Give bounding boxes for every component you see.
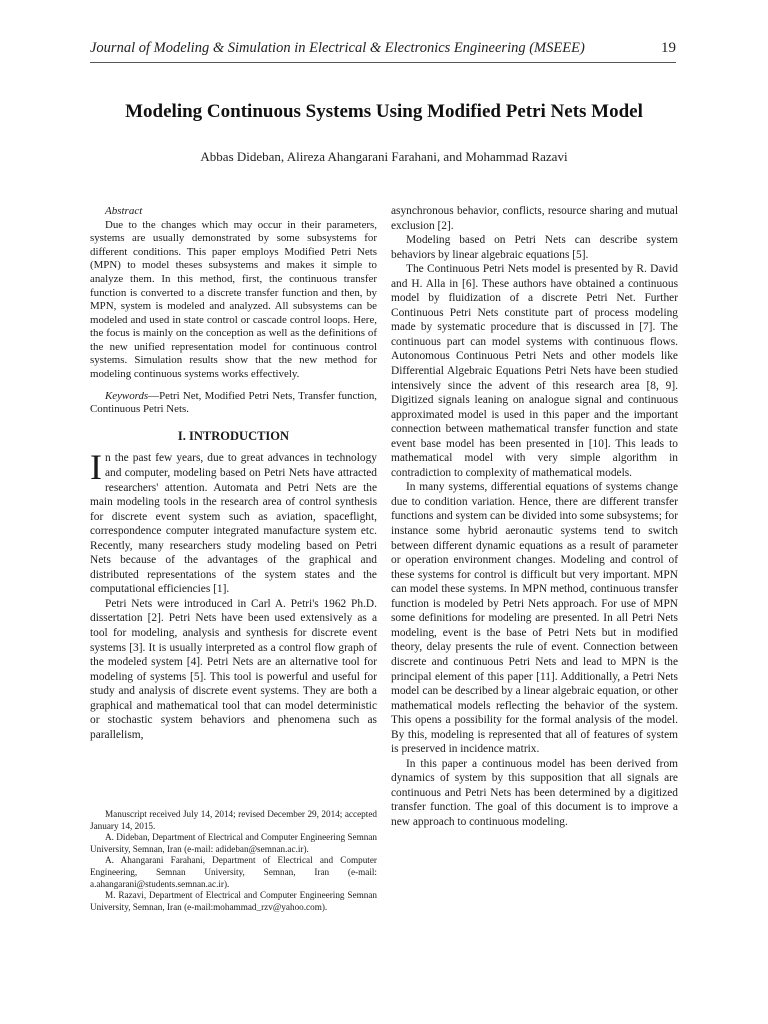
header-rule: [90, 62, 676, 63]
section-heading-introduction: I. INTRODUCTION: [177, 428, 290, 443]
abstract-heading: Abstract: [105, 205, 143, 217]
footnote-author-1: A. Dideban, Department of Electrical and Computer Engineering Semnan University, Semnan, Iran (e-mail: adideban@semnan.ac.ir).: [90, 832, 377, 854]
keywords: [90, 390, 377, 417]
keywords-text: —Petri Net, Modified Petri Nets, Transfer function, Continuous Petri Nets.: [90, 389, 377, 416]
drop-cap: I: [90, 447, 102, 488]
intro-paragraph-6: In this paper a continuous model has been derived from dynamics of system by this supposition that all signals are continuous and Petri Nets has been determined by a digitized transfer function. The goal of this document is to improve a new approach to continuous modeling.: [391, 757, 678, 828]
intro-paragraph-5: In many systems, differential equations of systems change due to condition variation. Hence, there are different transfer functions and system can be divided into some subsystems; for instance some hybrid aeronautic systems tend to switch between different dynamic equations as a result of parameter or operation environment changes. Modeling and control of these systems for control is difficult but very important. MPN can model these systems. In MPN method, continuous transfer function is modeled by Petri Nets approach. For use of MPN some definitions for modeling are presented. In all Petri Nets modeling, event is the base of Petri Nets but in modified theory, delay presents the rule of event. Connection between discrete and continuous Petri Nets and lead to MPN is the principal element of this paper [11]. Additionally, a Petri Nets model can be described by a linear algebraic equation, or other mathematical models reflecting the behavior of the system. This opens a possibility for the formal analysis of the model. By this, modeling is represented that all of features of system is preserved in incidence matrix.: [391, 481, 678, 756]
journal-name: Journal of Modeling & Simulation in Electrical & Electronics Engineering (MSEEE): [90, 40, 585, 56]
right-column: [391, 204, 678, 830]
intro-paragraph-3: Modeling based on Petri Nets can describe system behaviors by linear algebraic equations [5].: [391, 234, 678, 261]
keywords-label: Keywords: [105, 389, 149, 402]
footnote-author-3: M. Razavi, Department of Electrical and Computer Engineering Semnan University, Semnan, Iran (e-mail:mohammad_rzv@yahoo.com).: [90, 890, 377, 912]
left-column: [90, 204, 377, 742]
intro-paragraph-4: The Continuous Petri Nets model is presented by R. David and H. Alla in [6]. These authors have obtained a continuous model by fluidization of a discrete Petri Net. Further Continuous Petri Nets constitute part of process modeling made by systematic procedure that is discussed in [7]. The continuous part can model systems with continuous flows. Autonomous Continuous Petri Nets and other models like Differential Algebraic Equations Petri Nets have been studied intensively since the advent of this research area [8, 9]. Digitized signals leaning on analogue signal and continuous approximated model is used in this paper and the important connection between mathematical transfer function and state event base model has been presented in [10]. This leads to mathematical model with very simple algorithm in contradiction to complexity of mathematical models.: [391, 263, 678, 479]
paper-title: Modeling Continuous Systems Using Modified Petri Nets Model: [125, 101, 643, 122]
footnotes: [90, 809, 377, 913]
running-header: [90, 40, 676, 57]
author-list: Abbas Dideban, Alireza Ahangarani Farahani, and Mohammad Razavi: [200, 149, 568, 164]
intro-paragraph-continued: asynchronous behavior, conflicts, resource sharing and mutual exclusion [2].: [391, 205, 678, 232]
page-number: 19: [661, 40, 676, 56]
abstract-text: Due to the changes which may occur in their parameters, systems are usually demonstrated by some subsystems for different conditions. This paper employs Modified Petri Nets (MPN) to model theses subsystems and makes it simple to analyze them. In this method, first, the continuous transfer function is converted to a discrete transfer function and then, by MPN, system is modeled and analyzed. All subsystems can be modeled and used in state control or cascade control loops. Here, the focus is mainly on the conception as well as the definitions of the new unified representation model for continuous control systems. Simulation results show that the new method for modeling continuous systems works effectively.: [90, 218, 377, 381]
footnote-manuscript: Manuscript received July 14, 2014; revised December 29, 2014; accepted January 14, 2015.: [90, 809, 377, 831]
intro-paragraph-1-text: n the past few years, due to great advances in technology and computer, modeling based on Petri Nets have attracted researchers' attention. Automata and Petri Nets are the main modeling tools in the research area of control synthesis for discrete event system such as aviation, spaceflight, correspondence computer integrated manufacture system etc. Recently, many researchers study modeling based on Petri Nets because of the advantages of the graphical and distributed representations of the system states and the computational efficiencies [1].: [90, 452, 377, 596]
intro-paragraph-2: Petri Nets were introduced in Carl A. Petri's 1962 Ph.D. dissertation [2]. Petri Nets have been used extensively as a tool for modeling, analysis and synthesis for discrete event systems [3]. It is usually interpreted as a control flow graph of the modeled system [4]. Petri Nets are an alternative tool for modeling of systems [5]. This tool is powerful and useful for study and analysis of discrete event systems. They are both a graphical and mathematical tool that can model deterministic or stochastic system behaviors and phenomena such as parallelism,: [90, 597, 377, 741]
intro-paragraph-1: [90, 447, 377, 596]
footnote-author-2: A. Ahangarani Farahani, Department of Electrical and Computer Engineering, Semnan University, Semnan, Iran (e-mail: a.ahangarani@students.semnan.ac.ir).: [90, 855, 377, 889]
